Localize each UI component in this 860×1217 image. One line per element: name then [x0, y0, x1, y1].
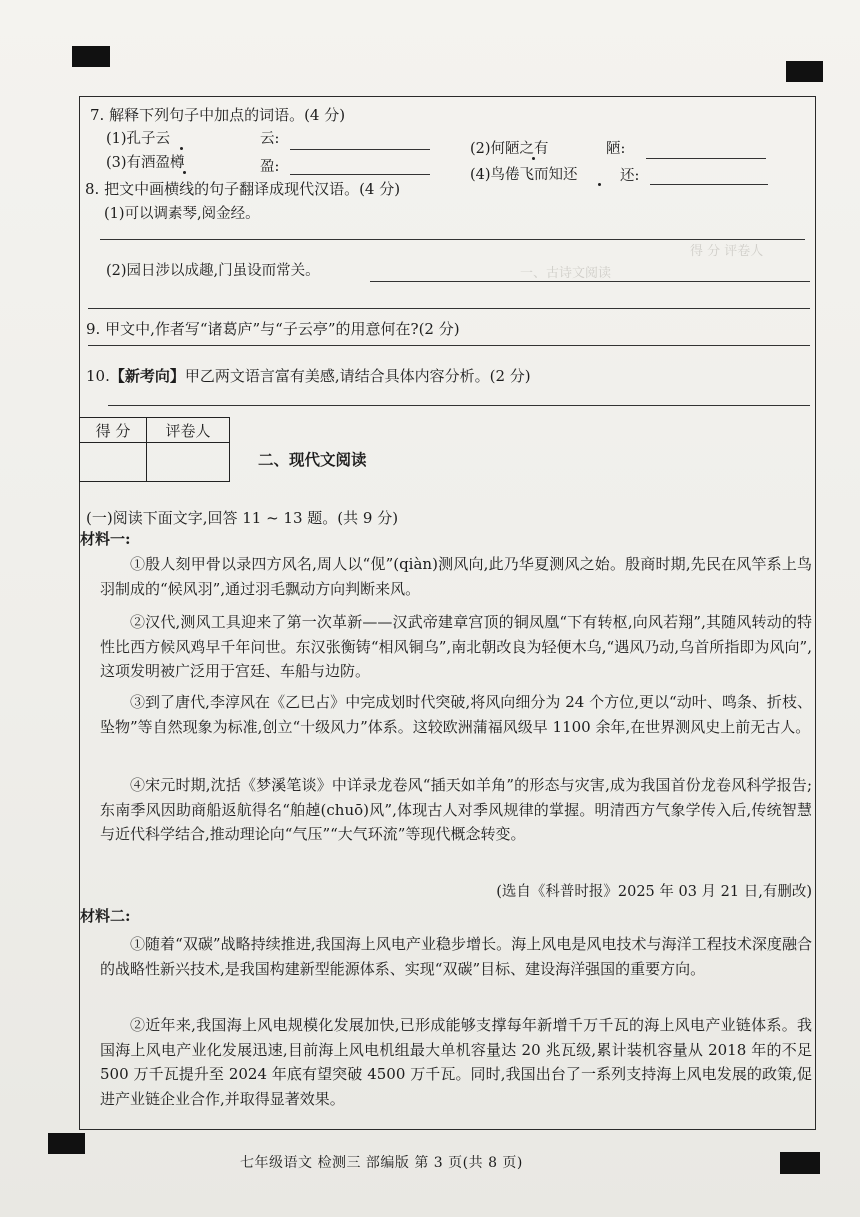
q10-text: 甲乙两文语言富有美感,请结合具体内容分析。(2 分): [184, 367, 531, 385]
emphasis-dot: [180, 147, 183, 150]
show-through-decoration: 一、古诗文阅读: [520, 266, 612, 281]
score-table: [79, 417, 230, 482]
q8-answer-line-2b[interactable]: [88, 308, 810, 309]
emphasis-dot: [532, 157, 535, 160]
emphasis-dot: [598, 183, 601, 186]
q7-answer-line-1[interactable]: [290, 149, 430, 150]
material1-paragraph-3: ③到了唐代,李淳风在《乙巳占》中完成划时代突破,将风向细分为 24 个方位,更以“动叶、鸣条、折枝、坠物”等自然现象为标准,创立“十级风力”体系。这较欧洲蒲福风级早 1100 余年,在世界测风史上前无古人。: [100, 693, 812, 736]
q9-answer-line[interactable]: [88, 345, 810, 346]
material1-paragraph-1: ①殷人刻甲骨以录四方风名,周人以“伣”(qiàn)测风向,此乃华夏测风之始。殷商时期,先民在风竿系上鸟羽制成的“候风羽”,通过羽毛飘动方向判断来风。: [100, 555, 812, 598]
page-footer: 七年级语文 检测三 部编版 第 3 页(共 8 页): [240, 1155, 523, 1171]
q7-item-2-phrase: (2)何陋之有: [470, 141, 549, 157]
q8-sentence-2: (2)园日涉以成趣,门虽设而常关。: [106, 263, 320, 279]
q10-tag: 【新考向】: [109, 367, 185, 385]
registration-mark-bottom-left: [48, 1133, 85, 1154]
registration-mark-top-right: [786, 61, 823, 82]
emphasis-dot: [183, 171, 186, 174]
source-citation: (选自《科普时报》2025 年 03 月 21 日,有删改): [496, 884, 812, 900]
material1-paragraph-4: ④宋元时期,沈括《梦溪笔谈》中详录龙卷风“插天如羊角”的形态与灾害,成为我国首份龙卷风科学报告;东南季风因助商船返航得名“舶趠(chuō)风”,体现古人对季风规律的掌握。明清西方气象学传入后,传统智慧与近代科学结合,推动理论向“气压”“大气环流”等现代概念转变。: [100, 776, 812, 843]
q7-answer-line-3[interactable]: [290, 174, 430, 175]
section-title: 二、现代文阅读: [258, 450, 367, 469]
material2-paragraph-2: ②近年来,我国海上风电规模化发展加快,已形成能够支撑每年新增千万千瓦的海上风电产业链体系。我国海上风电产业化发展迅速,目前海上风电机组最大单机容量达 20 兆瓦级,累计装机容量从 2018 年的不足 500 万千瓦提升至 2024 年底有望突破 4500 万千瓦。同时,我国出台了一系列支持海上风电发展的政策,促进产业链企业合作,并取得显著效果。: [100, 1016, 812, 1108]
q7-answer-line-2[interactable]: [646, 158, 766, 159]
q9-stem: 9. 甲文中,作者写“诸葛庐”与“子云亭”的用意何在?(2 分): [86, 320, 460, 338]
show-through-decoration: 得 分 评卷人: [690, 244, 764, 259]
q7-item-2-word: 陋:: [606, 141, 626, 157]
part1-intro: (一)阅读下面文字,回答 11 ~ 13 题。(共 9 分): [86, 509, 399, 527]
material2-paragraph-1: ①随着“双碳”战略持续推进,我国海上风电产业稳步增长。海上风电是风电技术与海洋工程技术深度融合的战略性新兴技术,是我国构建新型能源体系、实现“双碳”目标、建设海洋强国的重要方向。: [100, 935, 812, 978]
score-header: 得 分: [80, 418, 147, 443]
score-cell[interactable]: [80, 443, 147, 482]
q7-stem: 7. 解释下列句子中加点的词语。(4 分): [90, 106, 346, 124]
q7-item-4-word: 还:: [620, 168, 640, 184]
material1-paragraph-2: ②汉代,测风工具迎来了第一次革新——汉武帝建章宫顶的铜凤凰“下有转枢,向风若翔”,其随风转动的特性比西方候风鸡早千年问世。东汉张衡铸“相风铜乌”,南北朝改良为轻便木乌,“遇风乃动,乌首所指即为风向”,这项发明被广泛用于宫廷、车船与边防。: [100, 613, 812, 680]
grader-header: 评卷人: [147, 418, 230, 443]
registration-mark-bottom-right: [780, 1152, 820, 1174]
registration-mark-top-left: [72, 46, 110, 67]
q10-answer-line[interactable]: [108, 405, 810, 406]
q10-stem: [86, 365, 531, 386]
q8-answer-line-1a[interactable]: [100, 239, 805, 240]
q8-sentence-1: (1)可以调素琴,阅金经。: [104, 206, 260, 222]
grader-cell[interactable]: [147, 443, 230, 482]
q7-answer-line-4[interactable]: [650, 184, 768, 185]
q8-stem: 8. 把文中画横线的句子翻译成现代汉语。(4 分): [85, 180, 401, 198]
q7-item-3-phrase: (3)有酒盈樽: [106, 155, 185, 171]
q7-item-1-word: 云:: [260, 131, 280, 147]
q10-number: 10.: [86, 367, 110, 385]
q7-item-1-phrase: (1)孔子云: [106, 131, 171, 147]
q7-item-3-word: 盈:: [260, 159, 280, 175]
q7-item-4-phrase: (4)鸟倦飞而知还: [470, 167, 578, 183]
material1-label: 材料一:: [80, 530, 131, 548]
q8-answer-line-2a[interactable]: [370, 281, 810, 282]
material2-label: 材料二:: [80, 907, 131, 925]
